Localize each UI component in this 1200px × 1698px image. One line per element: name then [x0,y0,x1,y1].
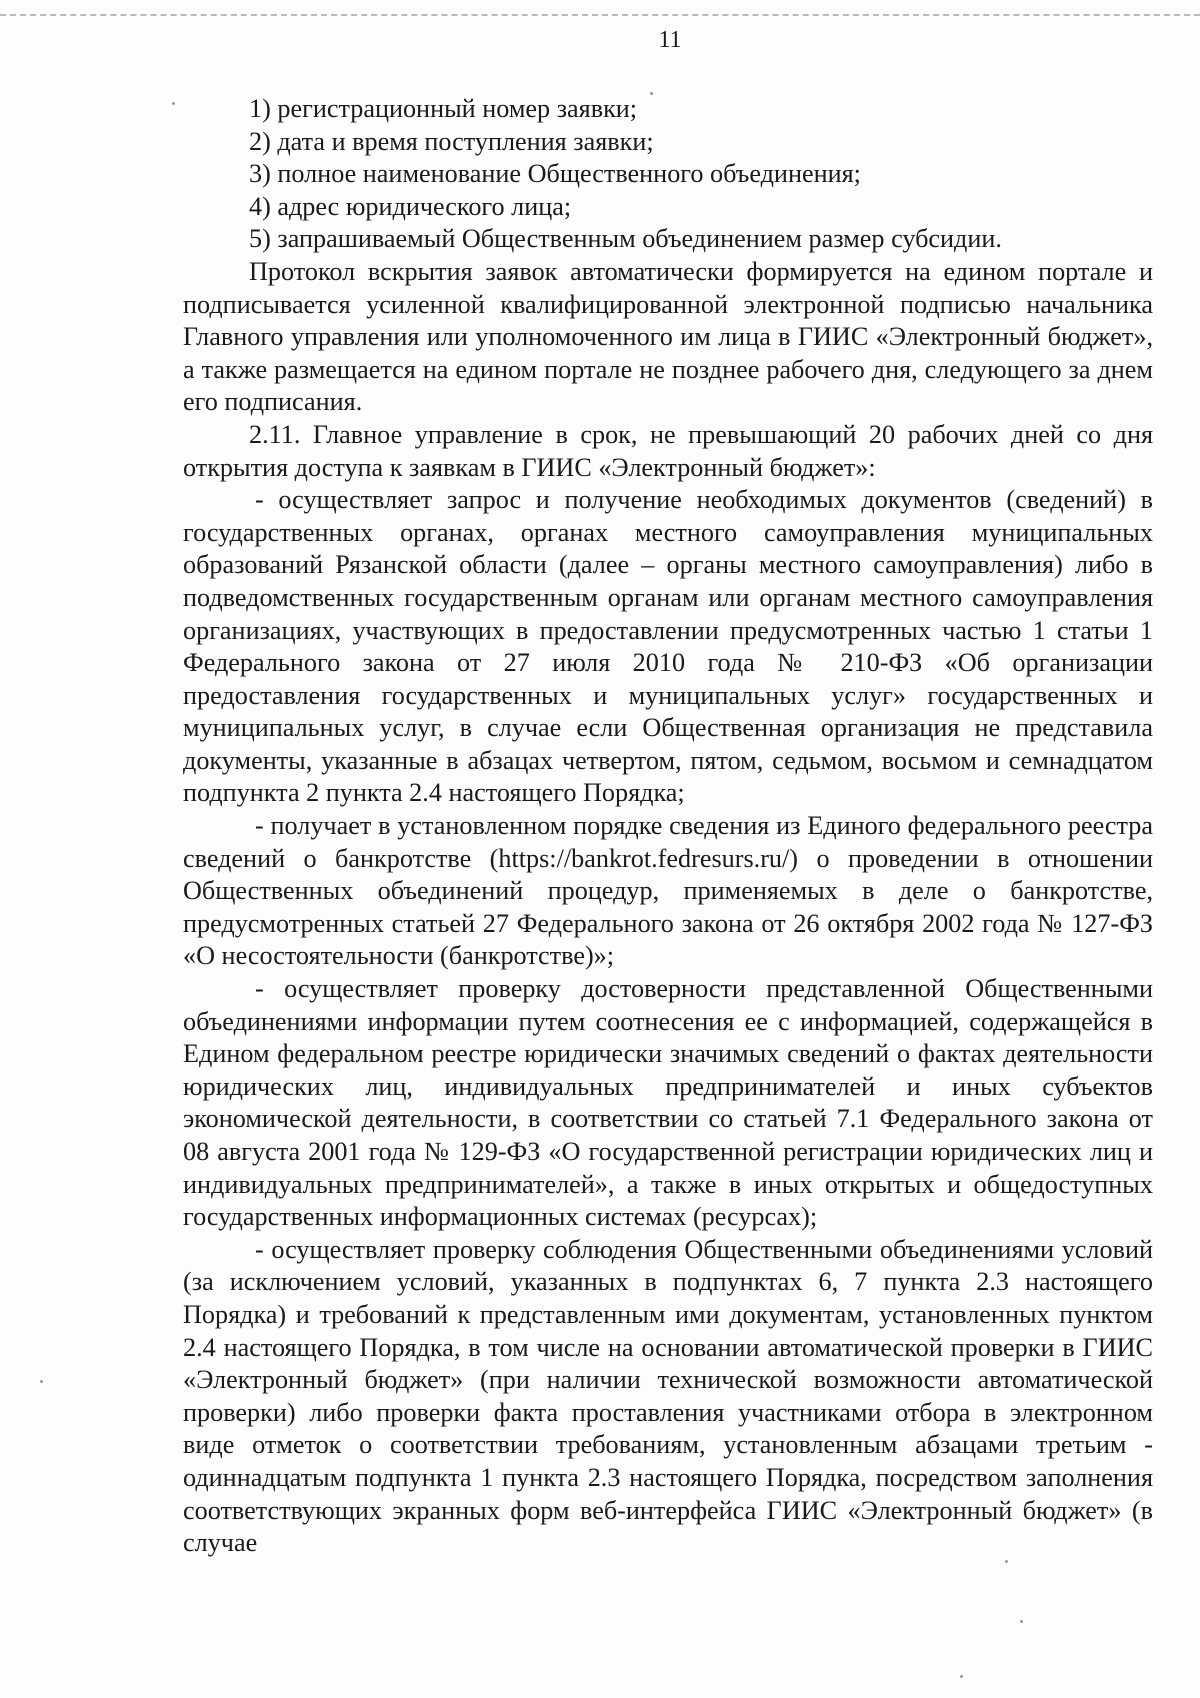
scan-speck [960,1675,963,1678]
scan-speck [40,1380,43,1383]
list-item: 3) полное наименование Общественного объединения; [249,159,861,189]
document-body [183,93,1153,1560]
page-number: 11 [658,27,682,53]
dash-item: - осуществляет проверку соблюдения Общественными объединениями условий (за исключением условий, указанных в подпунктах 6, 7 пункта 2.3 настоящего Порядка) и требований к представленным ими документам, установленных пунктом 2.4 настоящего Порядка, в том числе на основании автоматической проверки в ГИИС «Электронный бюджет» (при наличии технической возможности автоматической проверки) либо проверки факта проставления участниками отбора в электронном виде отметок о соответствии требованиям, установленным абзацами третьим - одиннадцатым подпункта 1 пункта 2.3 настоящего Порядка, посредством заполнения соответствующих экранных форм веб-интерфейса ГИИС «Электронный бюджет» (в случае [183,1234,1153,1558]
scan-speck [1005,1560,1008,1563]
dash-item: - получает в установленном порядке сведения из Единого федерального реестра сведений о банкротстве (https://bankrot.fedresurs.ru/) о проведении в отношении Общественных объединений процедур, применяемых в деле о банкротстве, предусмотренных статьей 27 Федерального закона от 26 октября 2002 года № 127-ФЗ «О несостоятельности (банкротстве)»; [183,811,1153,971]
list-item: 1) регистрационный номер заявки; [249,94,638,123]
scan-speck [172,102,175,105]
scan-top-edge [0,14,1200,16]
list-item: 2) дата и время поступления заявки; [249,126,654,156]
dash-item: - осуществляет запрос и получение необходимых документов (сведений) в государственных органах, органах местного самоуправления муниципальных образований Рязанской области (далее – органы местного самоуправления) либо в подведомственных государственным органам или органам местного самоуправления организациях, участвующих в предоставлении предусмотренных частью 1 статьи 1 Федерального закона от 27 июля 2010 года № 210-ФЗ «Об организации предоставления государственных и муниципальных услуг» государственных и муниципальных услуг, в случае если Общественная организация не представила документы, указанные в абзацах четвертом, пятом, седьмом, восьмом и семнадцатом подпункта 2 пункта 2.4 настоящего Порядка; [183,485,1153,808]
paragraph-protocol: Протокол вскрытия заявок автоматически формируется на едином портале и подписывается усиленной квалифицированной электронной подписью начальника Главного управления или уполномоченного им лица в ГИИС «Электронный бюджет», а также размещается на едином портале не позднее рабочего дня, следующего за днем его подписания. [183,256,1153,417]
list-item: 5) запрашиваемый Общественным объединением размер субсидии. [249,224,1002,254]
paragraph-2-11: 2.11. Главное управление в срок, не превышающий 20 рабочих дней со дня открытия доступа к заявкам в ГИИС «Электронный бюджет»: [183,419,1153,482]
dash-item: - осуществляет проверку достоверности представленной Общественными объединениями информации путем соотнесения ее с информацией, содержащейся в Едином федеральном реестре юридически значимых сведений о фактах деятельности юридических лиц, индивидуальных предпринимателей и иных субъектов экономической деятельности, в соответствии со статьей 7.1 Федерального закона от 08 августа 2001 года № 129-ФЗ «О государственной регистрации юридических лиц и индивидуальных предпринимателей», а также в иных открытых и общедоступных государственных информационных системах (ресурсах); [183,974,1153,1232]
scan-speck [1020,1620,1023,1623]
list-item: 4) адрес юридического лица; [249,191,572,221]
scan-speck [650,92,653,95]
